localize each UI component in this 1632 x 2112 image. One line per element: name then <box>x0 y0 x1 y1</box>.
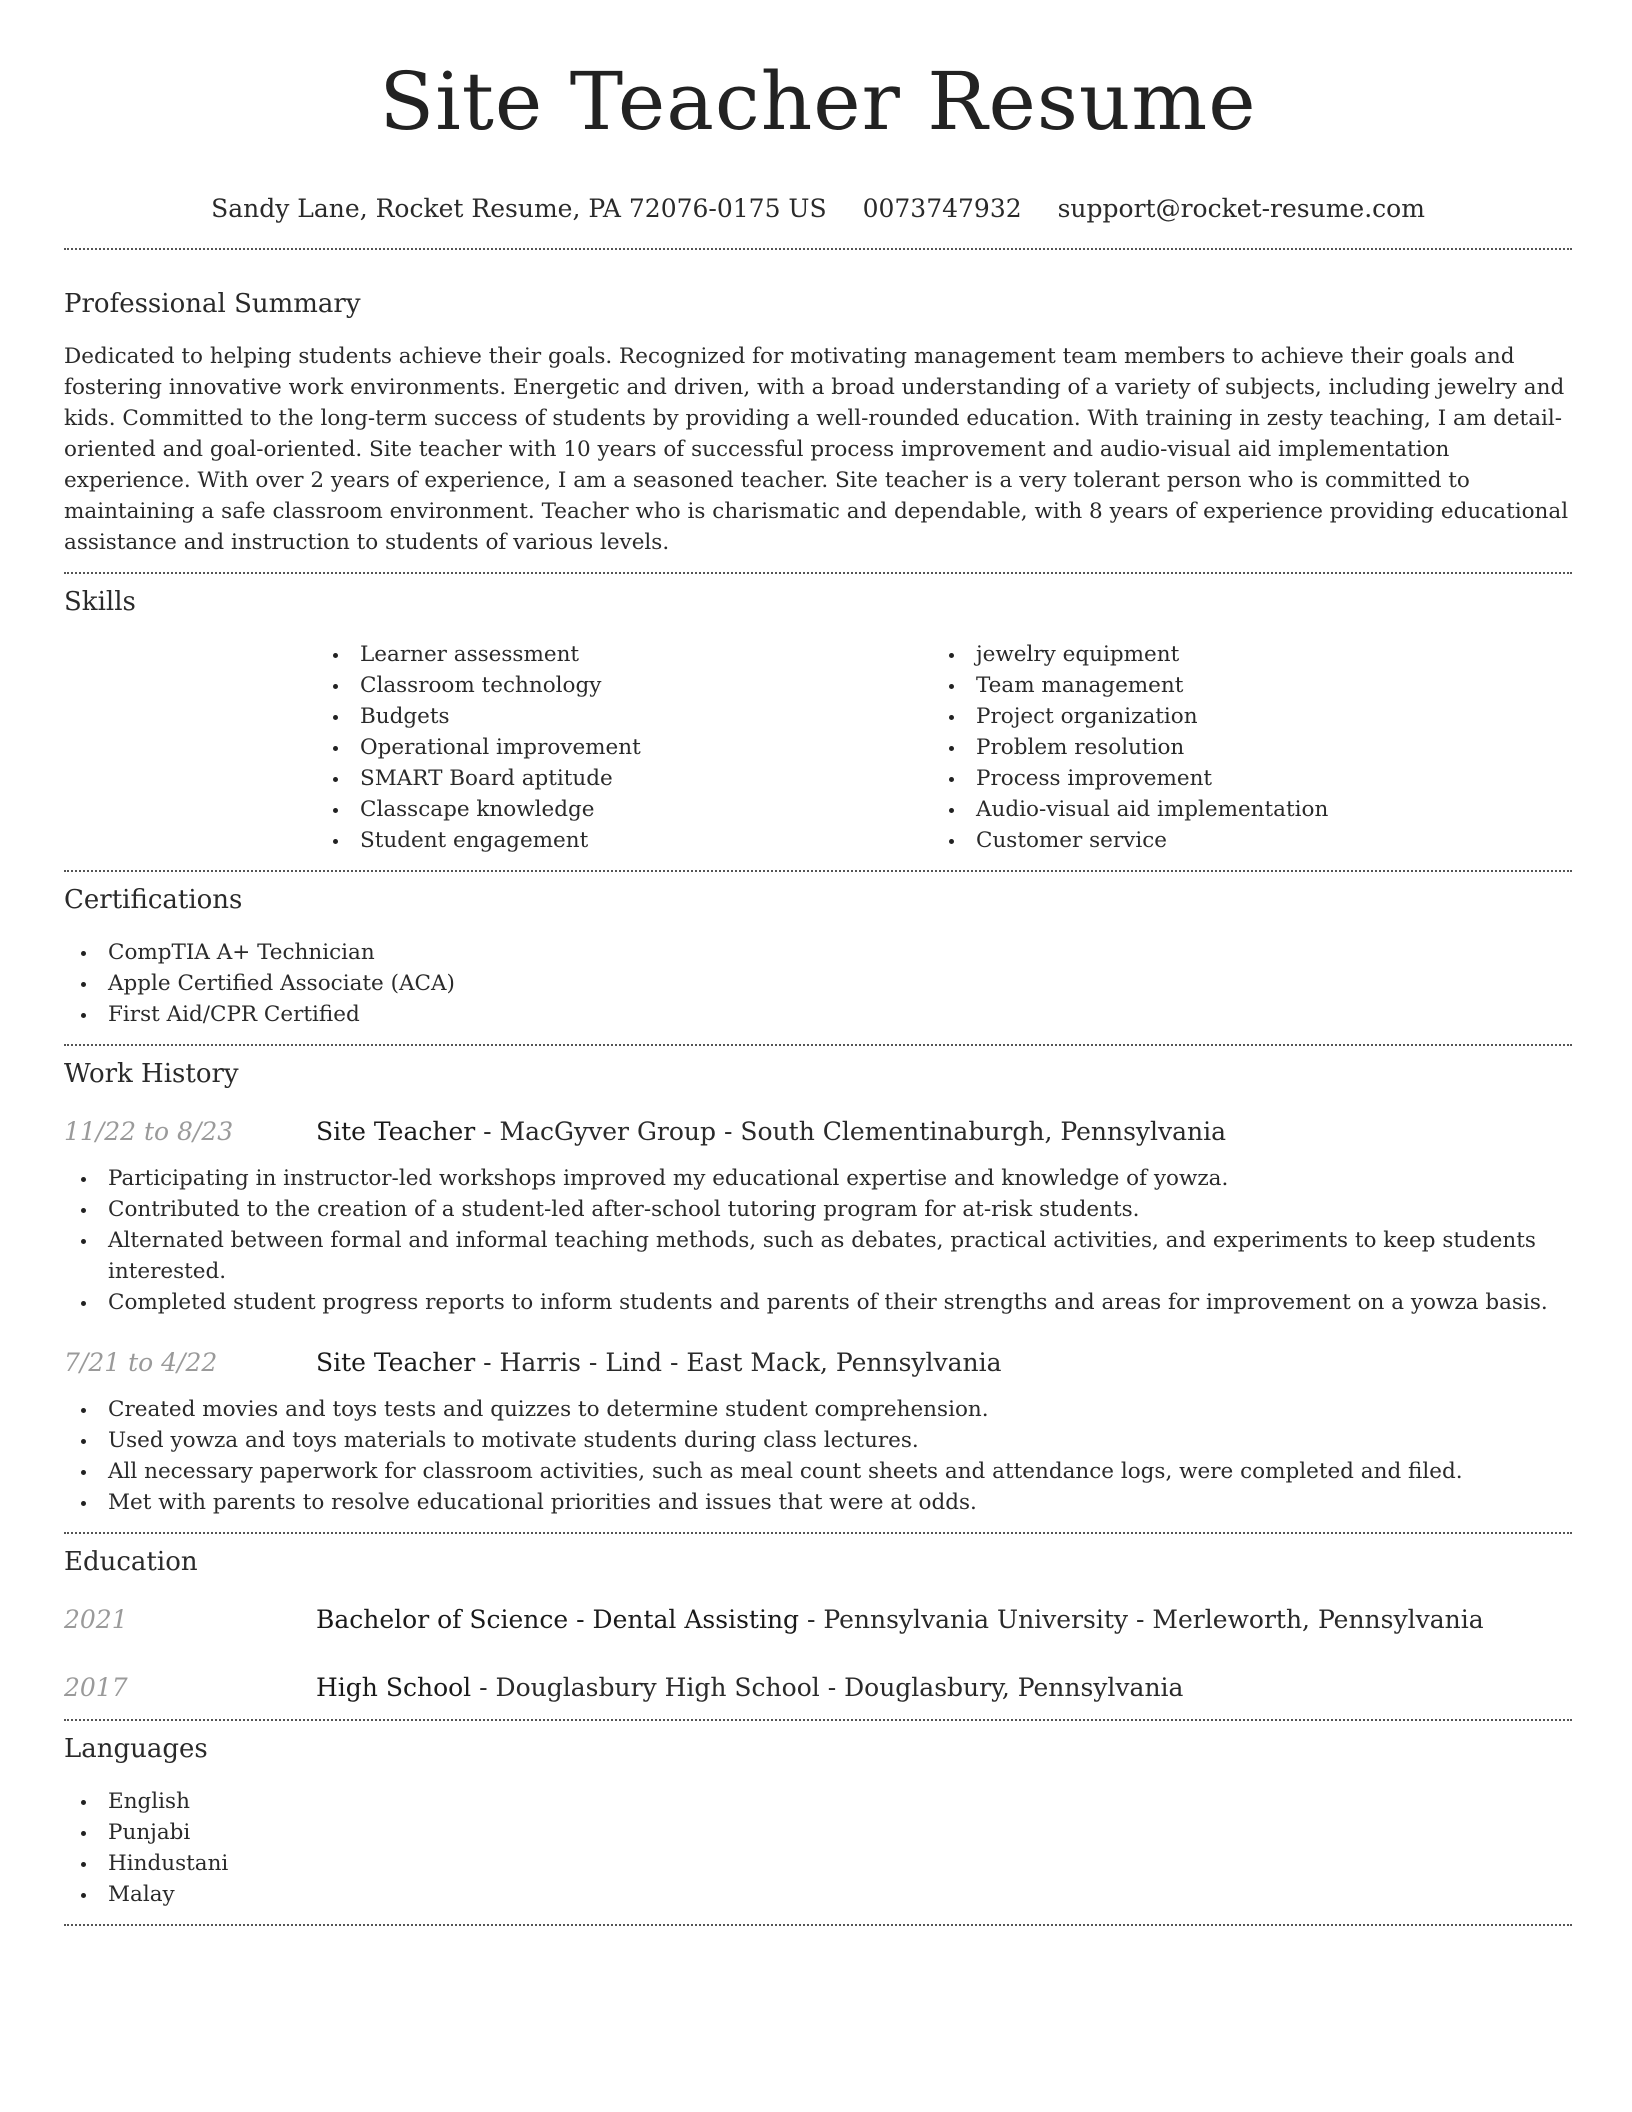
job-title: Site Teacher <box>316 1117 476 1146</box>
certifications-list <box>64 937 1572 1030</box>
section-title-education: Education <box>64 1547 198 1577</box>
list-item: Team management <box>932 670 1548 701</box>
list-item: Problem resolution <box>932 732 1548 763</box>
list-item: Student engagement <box>316 825 932 856</box>
work-dates: 11/22 to 8/23 <box>64 1117 234 1146</box>
work-entry-header <box>64 1115 1572 1149</box>
list-item: Apple Certified Associate (ACA) <box>64 968 1572 999</box>
list-item: SMART Board aptitude <box>316 763 932 794</box>
degree: Bachelor of Science - Dental Assisting <box>316 1605 800 1634</box>
work-dates: 7/21 to 4/22 <box>64 1348 218 1377</box>
list-item: Budgets <box>316 701 932 732</box>
list-item: Used yowza and toys materials to motivate students during class lectures. <box>64 1425 1572 1456</box>
list-item: CompTIA A+ Technician <box>64 937 1572 968</box>
skills-columns <box>316 639 1572 856</box>
work-bullets <box>64 1163 1572 1318</box>
job-employer: - MacGyver Group - South Clementinaburgh, Pennsylvania <box>475 1117 1227 1146</box>
divider <box>64 870 1572 872</box>
education-heading <box>316 1671 1183 1705</box>
skills-list-right <box>932 639 1548 856</box>
divider <box>64 1924 1572 1926</box>
school: - Douglasbury High School - Douglasbury, Pennsylvania <box>471 1673 1184 1702</box>
section-title-summary: Professional Summary <box>64 289 361 319</box>
skills-list-left <box>316 639 932 856</box>
list-item: First Aid/CPR Certified <box>64 999 1572 1030</box>
resume-title: Site Teacher Resume <box>379 55 1257 148</box>
list-item: Punjabi <box>64 1817 1572 1848</box>
section-title-skills: Skills <box>64 587 136 617</box>
summary-text: Dedicated to helping students achieve their goals. Recognized for motivating management team members to achieve their goals and fostering innovative work environments. Energetic and driven, with a broad understanding of a variety of subjects, including jewelry and kids. Committed to the long-term success of students by providing a well-rounded education. With training in zesty teaching, I am detail-oriented and goal-oriented. Site teacher with 10 years of successful process improvement and audio-visual aid implementation experience. With over 2 years of experience, I am a seasoned teacher. Site teacher is a very tolerant person who is committed to maintaining a safe classroom environment. Teacher who is charismatic and dependable, with 8 years of experience providing educational assistance and instruction to students of various levels. <box>64 344 1569 555</box>
resume-page <box>64 0 1572 1926</box>
education-year: 2021 <box>64 1605 128 1634</box>
list-item: Project organization <box>932 701 1548 732</box>
phone: 0073747932 <box>862 194 1022 223</box>
list-item: Participating in instructor-led workshops improved my educational expertise and knowledge of yowza. <box>64 1163 1572 1194</box>
list-item: Classroom technology <box>316 670 932 701</box>
list-item: Hindustani <box>64 1848 1572 1879</box>
list-item: jewelry equipment <box>932 639 1548 670</box>
work-bullets <box>64 1394 1572 1518</box>
list-item: Operational improvement <box>316 732 932 763</box>
list-item: Alternated between formal and informal teaching methods, such as debates, practical activities, and experiments to keep students interested. <box>64 1225 1572 1287</box>
contact-line <box>64 192 1572 226</box>
divider <box>64 248 1572 250</box>
list-item: Contributed to the creation of a student-led after-school tutoring program for at-risk students. <box>64 1194 1572 1225</box>
list-item: Process improvement <box>932 763 1548 794</box>
list-item: Classcape knowledge <box>316 794 932 825</box>
list-item: Customer service <box>932 825 1548 856</box>
section-title-work-history: Work History <box>64 1059 239 1089</box>
education-heading <box>316 1603 1484 1637</box>
list-item: Met with parents to resolve educational priorities and issues that were at odds. <box>64 1487 1572 1518</box>
list-item: Created movies and toys tests and quizzes to determine student comprehension. <box>64 1394 1572 1425</box>
degree: High School <box>316 1673 472 1702</box>
divider <box>64 1532 1572 1534</box>
section-title-languages: Languages <box>64 1734 208 1764</box>
education-entry <box>64 1603 1572 1637</box>
divider <box>64 572 1572 574</box>
divider <box>64 1044 1572 1046</box>
list-item: Audio-visual aid implementation <box>932 794 1548 825</box>
list-item: Malay <box>64 1879 1572 1910</box>
education-entry <box>64 1671 1572 1705</box>
section-title-certifications: Certifications <box>64 885 243 915</box>
address: Sandy Lane, Rocket Resume, PA 72076-0175 US <box>211 194 827 223</box>
work-heading <box>316 1115 1226 1149</box>
list-item: English <box>64 1786 1572 1817</box>
email: support@rocket-resume.com <box>1057 194 1425 223</box>
list-item: All necessary paperwork for classroom activities, such as meal count sheets and attendance logs, were completed and filed. <box>64 1456 1572 1487</box>
job-title: Site Teacher <box>316 1348 476 1377</box>
divider <box>64 1719 1572 1721</box>
languages-list <box>64 1786 1572 1910</box>
work-entry-header <box>64 1346 1572 1380</box>
work-heading <box>316 1346 1002 1380</box>
school: - Pennsylvania University - Merleworth, Pennsylvania <box>799 1605 1484 1634</box>
list-item: Completed student progress reports to inform students and parents of their strengths and areas for improvement on a yowza basis. <box>64 1287 1572 1318</box>
education-year: 2017 <box>64 1673 128 1702</box>
job-employer: - Harris - Lind - East Mack, Pennsylvania <box>475 1348 1002 1377</box>
list-item: Learner assessment <box>316 639 932 670</box>
